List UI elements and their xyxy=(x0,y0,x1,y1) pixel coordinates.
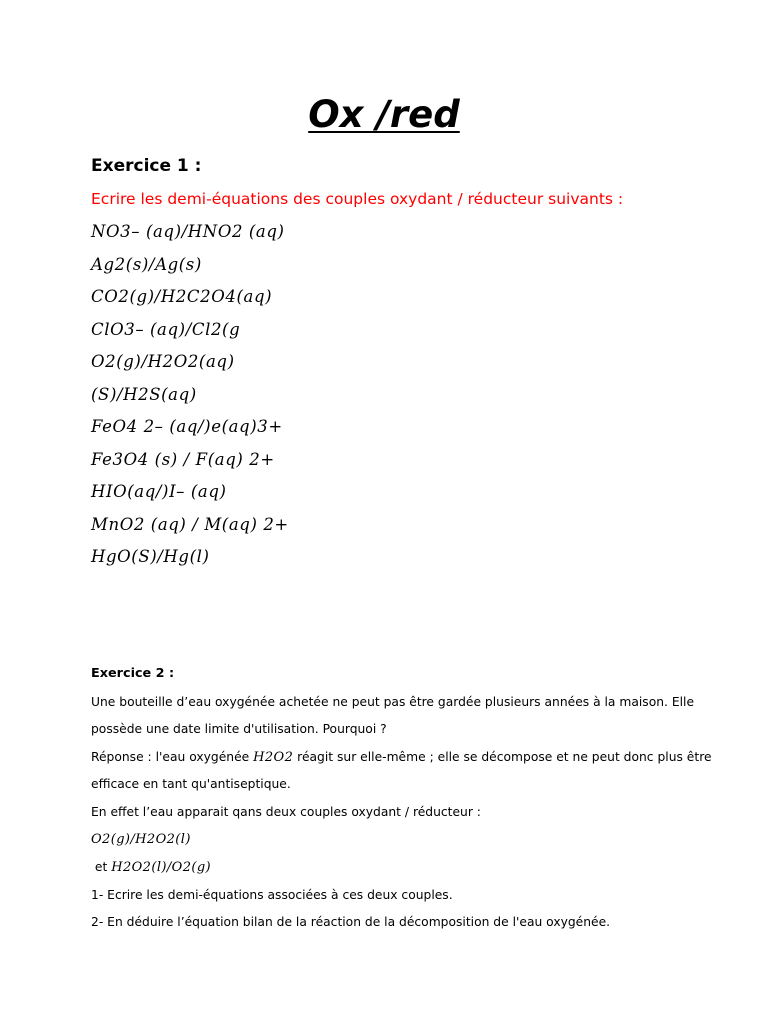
couple-formula: H2O2(l)/O2(g) xyxy=(111,860,212,876)
redox-couple: Ag2(s)/Ag(s) xyxy=(91,254,202,274)
question-line: Une bouteille d’eau oxygénée achetée ne peut pas être gardée plusieurs années à la maison. Elle xyxy=(91,694,695,709)
redox-couple: HgO(S)/Hg(l) xyxy=(91,547,210,566)
document-title: Ox /red xyxy=(308,93,460,136)
redox-couple: HIO(aq/)I– (aq) xyxy=(91,482,227,501)
couple-formula: O2(g)/H2O2(l) xyxy=(91,831,191,847)
answer-prefix: Réponse : l'eau oxygénée xyxy=(91,749,254,764)
redox-couple: O2(g)/H2O2(aq) xyxy=(91,352,235,371)
answer-line: efficace en tant qu'antiseptique. xyxy=(91,777,291,792)
redox-couple: NO3– (aq)/HNO2 (aq) xyxy=(91,222,285,241)
exercise-2-section xyxy=(91,664,712,940)
answer-suffix: réagit sur elle-même ; elle se décompose et ne peut donc plus être xyxy=(293,749,712,764)
task-item: 2- En déduire l’équation bilan de la réaction de la décomposition de l'eau oxygénée. xyxy=(91,915,611,930)
couples-intro: En effet l’eau apparait qans deux couples oxydant / réducteur : xyxy=(91,804,481,819)
redox-couple: Fe3O4 (s) / F(aq) 2+ xyxy=(91,449,275,469)
exercise-1-heading: Exercice 1 : xyxy=(91,156,202,176)
redox-couple: (S)/H2S(aq) xyxy=(91,384,197,404)
redox-couples-list xyxy=(91,220,289,578)
exercise-1-instruction: Ecrire les demi-équations des couples oxydant / réducteur suivants : xyxy=(91,190,624,208)
answer-formula: H2O2 xyxy=(253,749,294,765)
task-item: 1- Ecrire les demi-équations associées à ces deux couples. xyxy=(91,887,453,902)
exercise-2-heading: Exercice 2 : xyxy=(91,666,175,681)
redox-couple: FeO4 2– (aq/)e(aq)3+ xyxy=(91,417,283,436)
answer-line xyxy=(91,747,712,775)
question-line: possède une date limite d'utilisation. Pourquoi ? xyxy=(91,722,387,737)
couple-line xyxy=(91,857,691,885)
redox-couple: MnO2 (aq) / M(aq) 2+ xyxy=(91,514,289,534)
redox-couple: ClO3– (aq)/Cl2(g xyxy=(91,319,241,339)
redox-couple: CO2(g)/H2C2O4(aq) xyxy=(91,287,273,306)
couple-connector: et xyxy=(91,860,112,875)
